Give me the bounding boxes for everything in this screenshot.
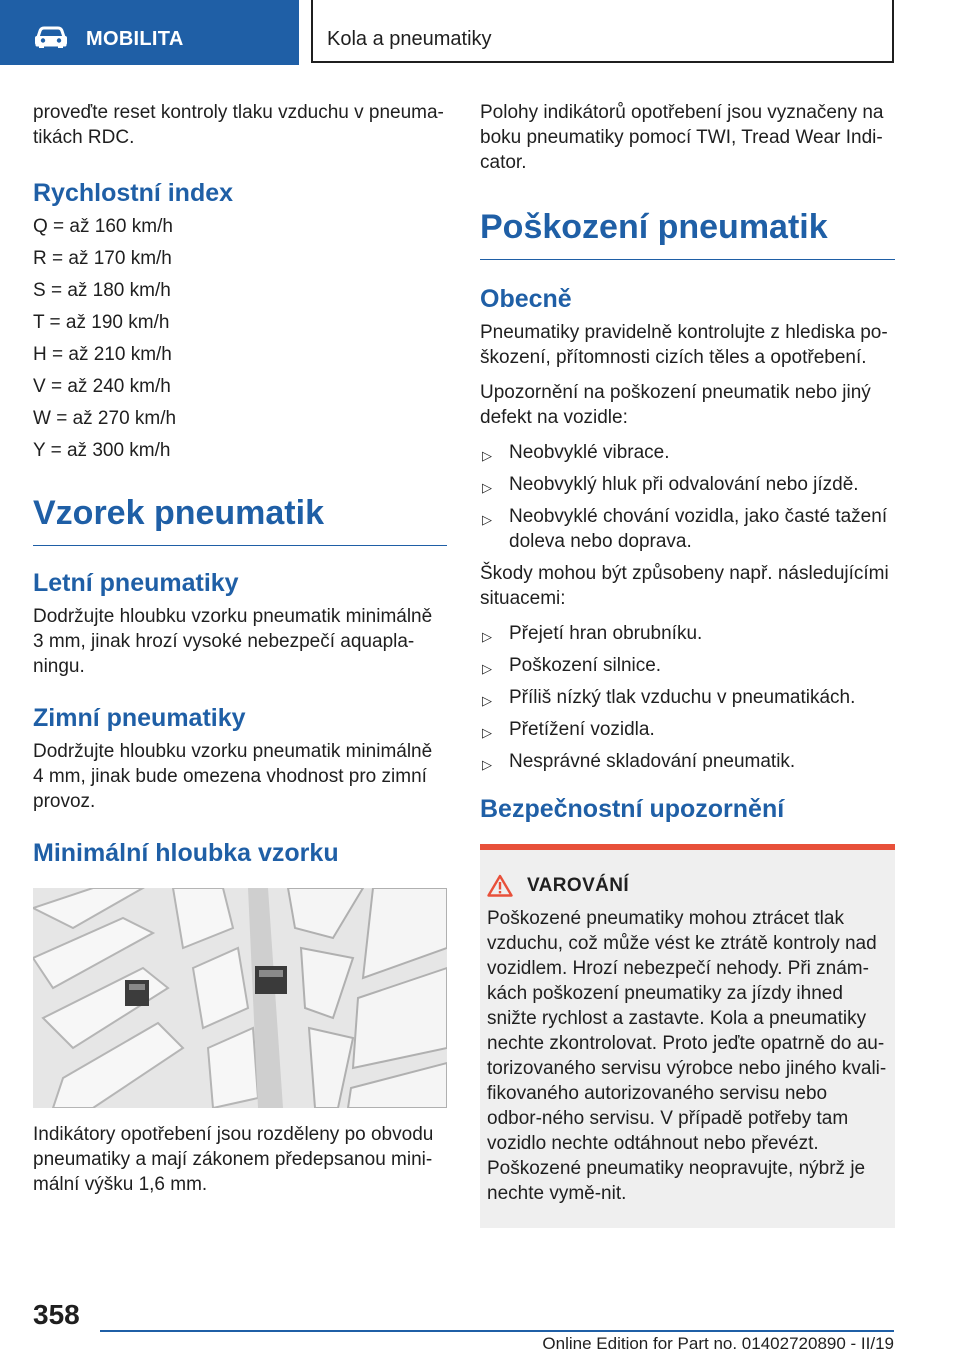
tire-tread-image bbox=[33, 888, 447, 1108]
car-icon bbox=[34, 26, 68, 48]
causes-list bbox=[480, 621, 895, 774]
list-item: ▷ Neobvyklý hluk při odvalování nebo jízdě. bbox=[480, 472, 895, 497]
footer-rule bbox=[100, 1330, 894, 1332]
summer-heading: Letní pneumatiky bbox=[33, 569, 239, 597]
bullet-triangle-icon: ▷ bbox=[482, 629, 492, 644]
winter-text: Dodržujte hloubku vzorku pneumatik minimálně 4 mm, jinak bude omezena vhodnost pro zimní provoz. bbox=[33, 741, 433, 812]
speed-item: R = až 170 km/h bbox=[33, 248, 172, 269]
bullet-triangle-icon: ▷ bbox=[482, 448, 492, 463]
bullet-triangle-icon: ▷ bbox=[482, 725, 492, 740]
section-tab bbox=[0, 0, 299, 65]
edition-text: Online Edition for Part no. 01402720890 - II/19 bbox=[542, 1334, 894, 1353]
image-caption: Indikátory opotřebení jsou rozděleny po obvodu pneumatiky a mají zákonem předepsanou mini‐mální výšku 1,6 mm. bbox=[33, 1124, 434, 1195]
safety-heading: Bezpečnostní upozornění bbox=[480, 795, 785, 823]
list-item: ▷ Přejetí hran obrubníku. bbox=[480, 621, 895, 646]
warning-box bbox=[480, 844, 895, 1228]
bullet-triangle-icon: ▷ bbox=[482, 661, 492, 676]
speed-item: T = až 190 km/h bbox=[33, 312, 170, 333]
warning-triangle-icon bbox=[487, 874, 513, 897]
speed-item: W = až 270 km/h bbox=[33, 408, 177, 429]
page-number: 358 bbox=[33, 1299, 80, 1330]
damage-heading: Poškození pneumatik bbox=[480, 207, 895, 260]
tread-heading: Vzorek pneumatik bbox=[33, 493, 447, 546]
right-column bbox=[480, 100, 895, 1228]
twi-text: Polohy indikátorů opotřebení jsou vyznačeny na boku pneumatiky pomocí TWI, Tread Wear Indi‐cator. bbox=[480, 102, 884, 173]
list-item: ▷ Přetížení vozidla. bbox=[480, 717, 895, 742]
signs-list bbox=[480, 440, 895, 554]
list-item: ▷ Poškození silnice. bbox=[480, 653, 895, 678]
speed-item: V = až 240 km/h bbox=[33, 376, 171, 397]
left-column bbox=[33, 100, 447, 1197]
chapter-tab bbox=[311, 0, 894, 63]
general-heading: Obecně bbox=[480, 285, 572, 313]
speed-item: S = až 180 km/h bbox=[33, 280, 171, 301]
speed-item: H = až 210 km/h bbox=[33, 344, 172, 365]
list-item: ▷ Neobvyklé chování vozidla, jako časté tažení doleva nebo doprava. bbox=[482, 506, 888, 552]
general-text: Pneumatiky pravidelně kontrolujte z hlediska po‐škození, přítomnosti cizích těles a opotřebení. bbox=[480, 322, 888, 368]
bullet-triangle-icon: ▷ bbox=[482, 693, 492, 708]
speed-index-list bbox=[33, 214, 447, 463]
min-depth-heading: Minimální hloubka vzorku bbox=[33, 839, 339, 867]
list-item: ▷ Příliš nízký tlak vzduchu v pneumatikách. bbox=[480, 685, 895, 710]
speed-item: Y = až 300 km/h bbox=[33, 440, 171, 461]
bullet-triangle-icon: ▷ bbox=[482, 757, 492, 772]
speed-index-heading: Rychlostní index bbox=[33, 179, 234, 207]
signs-intro: Upozornění na poškození pneumatik nebo jiný defekt na vozidle: bbox=[480, 382, 871, 428]
summer-text: Dodržujte hloubku vzorku pneumatik minimálně 3 mm, jinak hrozí vysoké nebezpečí aquapla‐ningu. bbox=[33, 606, 433, 677]
bullet-triangle-icon: ▷ bbox=[482, 480, 492, 495]
bullet-triangle-icon: ▷ bbox=[482, 512, 492, 527]
speed-item: Q = až 160 km/h bbox=[33, 216, 173, 237]
warning-title bbox=[487, 874, 887, 897]
winter-heading: Zimní pneumatiky bbox=[33, 704, 246, 732]
warning-label: VAROVÁNÍ bbox=[527, 874, 630, 896]
chapter-title: Kola a pneumatiky bbox=[327, 28, 492, 50]
list-item: ▷ Nesprávné skladování pneumatik. bbox=[480, 749, 895, 774]
list-item: ▷ Neobvyklé vibrace. bbox=[480, 440, 895, 465]
warning-text: Poškozené pneumatiky mohou ztrácet tlak vzduchu, což může vést ke ztrátě kontroly nad vozidlem. Hrozí nebezpečí nehody. Při znám‐kách poškození pneumatiky za jízdy ihned snižte rychlost a zastavte. Kola a pneumatiky nechte zkontrolovat. Proto jeďte opatrně do au‐torizovaného servisu výrobce nebo jiného kvali‐fikovaného autorizovaného servisu nebo odbor‐ného servisu. V případě potřeby tam vozidlo nechte odtáhnout nebo převézt. Poškozené pneumatiky neopravujte, nýbrž je nechte vymě‐nit. bbox=[487, 908, 887, 1204]
intro-text: proveďte reset kontroly tlaku vzduchu v pneuma‐tikách RDC. bbox=[33, 102, 444, 148]
section-title: MOBILITA bbox=[86, 28, 184, 50]
causes-intro: Škody mohou být způsobeny např. následujícími situacemi: bbox=[480, 563, 889, 609]
